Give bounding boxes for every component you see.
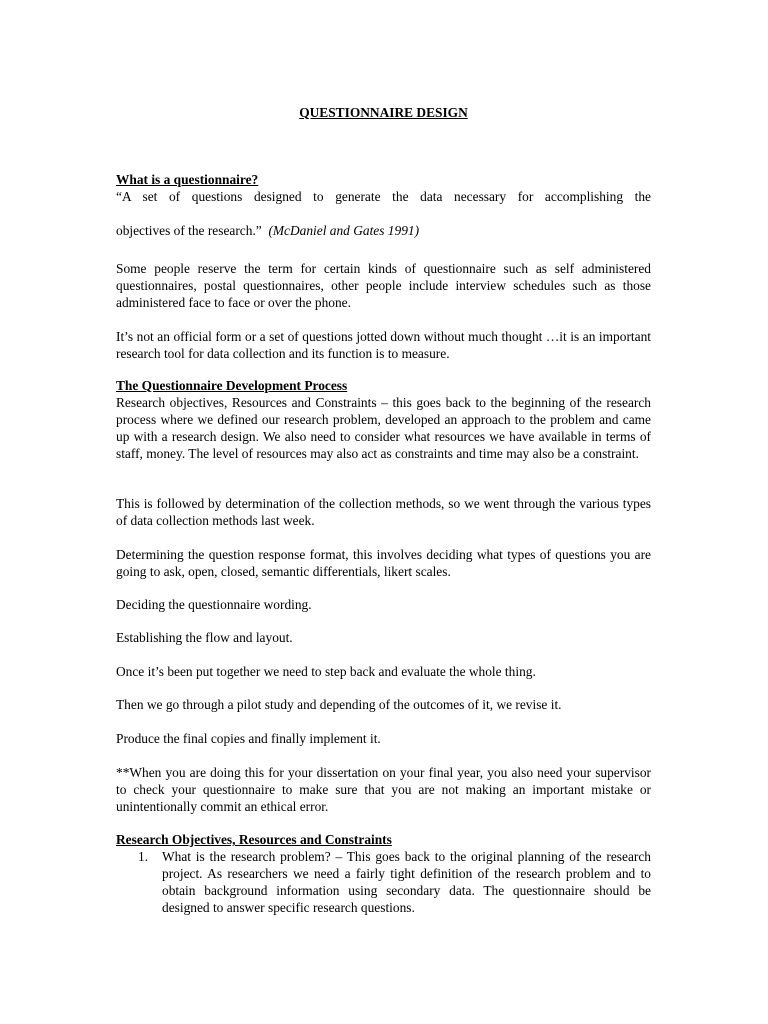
section-heading-objectives-resources: Research Objectives, Resources and Constraints xyxy=(116,832,392,847)
paragraph: Establishing the flow and layout. xyxy=(116,630,293,645)
paragraph: This is followed by determination of the collection methods, so we went through the various types of data collection methods last week. xyxy=(116,496,651,528)
paragraph: Once it’s been put together we need to step back and evaluate the whole thing. xyxy=(116,664,536,679)
section-heading-development-process: The Questionnaire Development Process xyxy=(116,378,348,393)
list-item xyxy=(116,848,651,916)
document-title: QUESTIONNAIRE DESIGN xyxy=(299,105,468,120)
paragraph: Research objectives, Resources and Constraints – this goes back to the beginning of the research process where we defined our research problem, developed an approach to the problem and came up with a research design. We also need to consider what resources we have available in terms of staff, money. The level of resources may also act as constraints and time may also be a constraint. xyxy=(116,395,651,461)
section-heading-what-is-questionnaire: What is a questionnaire? xyxy=(116,172,259,187)
quote-line-2 xyxy=(116,222,651,239)
paragraph: **When you are doing this for your dissertation on your final year, you also need your supervisor to check your questionnaire to make sure that you are not making an important mistake or unintentionally commit an ethical error. xyxy=(116,765,651,814)
paragraph: Then we go through a pilot study and depending of the outcomes of it, we revise it. xyxy=(116,697,562,712)
paragraph: Produce the final copies and finally implement it. xyxy=(116,731,381,746)
paragraph: Determining the question response format, this involves deciding what types of questions you are going to ask, open, closed, semantic differentials, likert scales. xyxy=(116,547,651,579)
paragraph: Some people reserve the term for certain kinds of questionnaire such as self administered questionnaires, postal questionnaires, other people include interview schedules such as those administered face to face or over the phone. xyxy=(116,261,651,310)
citation: (McDaniel and Gates 1991) xyxy=(268,223,420,238)
numbered-list xyxy=(116,848,651,916)
paragraph: Deciding the questionnaire wording. xyxy=(116,597,312,612)
quote-line-1: “A set of questions designed to generate the data necessary for accomplishing the xyxy=(116,189,651,204)
quote-text: objectives of the research.” xyxy=(116,223,262,238)
paragraph: It’s not an official form or a set of questions jotted down without much thought …it is an important research tool for data collection and its function is to measure. xyxy=(116,329,651,361)
list-item-text: What is the research problem? – This goes back to the original planning of the research project. As researchers we need a fairly tight definition of the research problem and to obtain background information using secondary data. The questionnaire should be designed to answer specific research questions. xyxy=(162,849,651,915)
list-item-number: 1. xyxy=(138,849,149,864)
